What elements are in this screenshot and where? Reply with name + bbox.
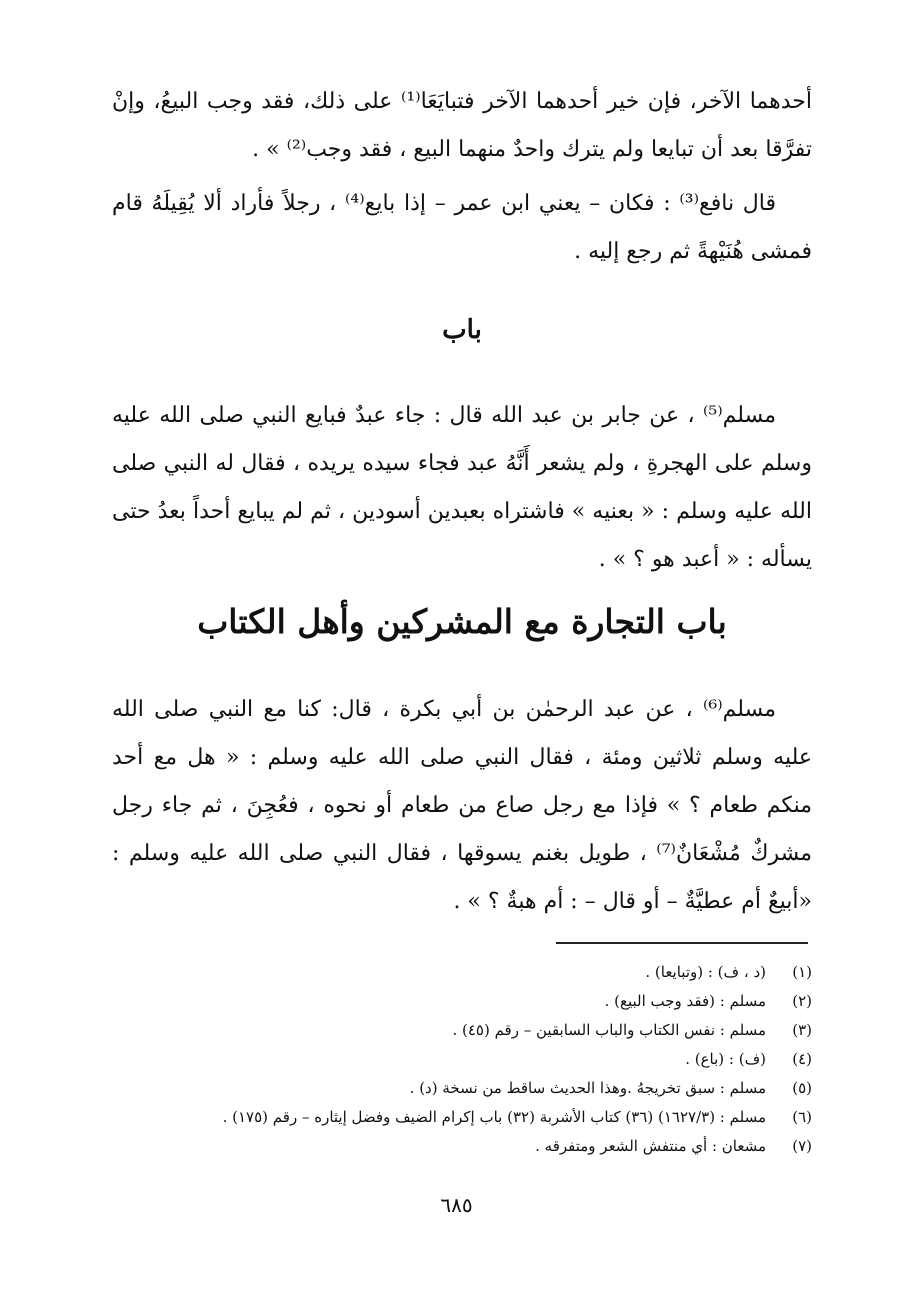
text-paragraph-1	[112, 78, 812, 174]
section-heading-trade: باب التجارة مع المشركين وأهل الكتاب	[197, 602, 727, 641]
footnote-item	[112, 1103, 812, 1132]
footnote-text: (ف) : (باع) .	[685, 1050, 766, 1068]
footnote-number: (٣)	[792, 1021, 812, 1039]
footnote-number: (٤)	[792, 1050, 812, 1068]
footnote-number: (٦)	[792, 1108, 812, 1126]
footnote-item	[112, 958, 812, 987]
footnote-item	[112, 1132, 812, 1161]
footnote-number: (١)	[792, 963, 812, 981]
footnote-item	[112, 1016, 812, 1045]
footnote-item	[112, 1074, 812, 1103]
footnote-item	[112, 1045, 812, 1074]
footnote-text: مشعان : أي منتفش الشعر ومتفرقه .	[535, 1137, 766, 1155]
text-paragraph-4	[112, 686, 812, 926]
footnote-text: مسلم : سبق تخريجهُ .وهذا الحديث ساقط من نسخة (د) .	[409, 1079, 766, 1097]
footnote-item	[112, 987, 812, 1016]
text-paragraph-2	[112, 180, 812, 276]
section-heading-bab: باب	[442, 315, 482, 345]
text-paragraph-3	[112, 392, 812, 584]
footnote-text: مسلم : (١٦٢٧/٣) (٣٦) كتاب الأشربة (٣٢) باب إكرام الضيف وفضل إيثاره – رقم (١٧٥) .	[222, 1108, 766, 1126]
paragraph-4-text: مسلم⁽⁶⁾ ، عن عبد الرحمٰن بن أبي بكرة ، قال: كنا مع النبي صلى الله عليه وسلم ثلاثين ومئة ، فقال النبي صلى الله عليه وسلم : « هل مع أحد منكم طعام ؟ » فإذا مع رجل صاع من طعام أو نحوه ، فعُجِنَ ، ثم جاء رجل مشركٌ مُشْعَانٌ⁽⁷⁾ ، طويل بغنم يسوقها ، فقال النبي صلى الله عليه وسلم : «أبيعٌ أم عطيَّةٌ – أو قال – : أم هبةٌ ؟ » .	[112, 697, 812, 914]
footnotes-list	[112, 958, 812, 1161]
footnote-separator	[556, 942, 808, 944]
footnote-number: (٧)	[792, 1137, 812, 1155]
paragraph-2-text: قال نافع⁽³⁾ : فكان – يعني ابن عمر – إذا بايع⁽⁴⁾ ، رجلاً فأراد ألا يُقِيلَهُ قام فمشى هُنَيْهةً ثم رجع إليه .	[112, 191, 812, 264]
page-number: ٦٨٥	[440, 1193, 473, 1217]
footnote-text: مسلم : نفس الكتاب والباب السابقين – رقم (٤٥) .	[452, 1021, 766, 1039]
footnote-number: (٢)	[792, 992, 812, 1010]
paragraph-3-text: مسلم⁽⁵⁾ ، عن جابر بن عبد الله قال : جاء عبدٌ فبايع النبي صلى الله عليه وسلم على الهجرةِ ، ولم يشعر أَنَّهُ عبد فجاء سيده يريده ، فقال له النبي صلى الله عليه وسلم : « بعنيه » فاشتراه بعبدين أسودين ، ثم لم يبايع أحداً بعدُ حتى يسأله : « أعبد هو ؟ » .	[112, 403, 812, 572]
footnote-number: (٥)	[792, 1079, 812, 1097]
footnote-text: مسلم : (فقد وجب البيع) .	[604, 992, 766, 1010]
footnote-text: (د ، ف) : (وتبايعا) .	[645, 963, 766, 981]
paragraph-1-text: أحدهما الآخر، فإن خير أحدهما الآخر فتبايَعَا⁽¹⁾ على ذلك، فقد وجب البيعُ، وإنْ تفرَّقا بعد أن تبايعا ولم يترك واحدٌ منهما البيع ، فقد وجب⁽²⁾ » .	[112, 89, 812, 162]
